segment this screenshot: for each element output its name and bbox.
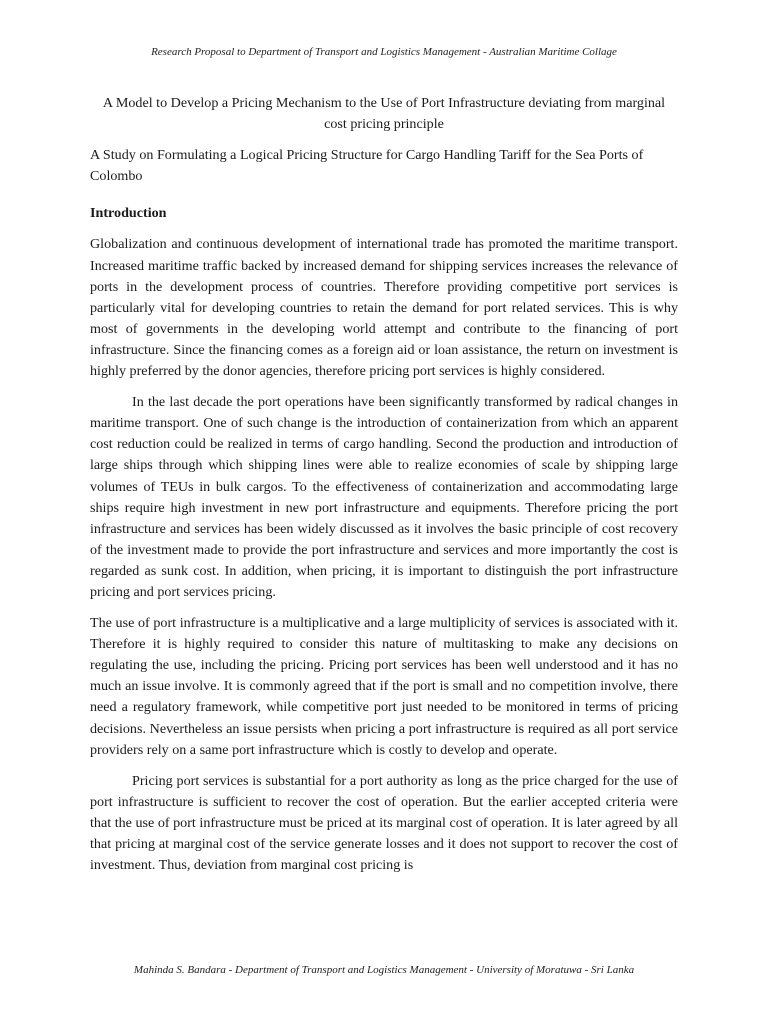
page-body	[90, 93, 678, 876]
paragraph-1: Globalization and continuous development of international trade has promoted the maritime transport. Increased maritime traffic backed by increased demand for shipping services increases the relevance of ports in the development process of countries. Therefore providing competitive port services is particularly vital for developing countries to retain the demand for port related services. This is why most of governments in the developing world attempt and contribute to the financing of port infrastructure. Since the financing comes as a foreign aid or loan assistance, the return on investment is highly preferred by the donor agencies, therefore pricing port services is highly considered.	[90, 236, 678, 380]
paragraph-2: In the last decade the port operations have been significantly transformed by radical changes in maritime transport. One of such change is the introduction of containerization from which an apparent cost reduction could be realized in terms of cargo handling. Second the production and introduction of large ships through which shipping lines were able to realize economies of scale by shipping large volumes of TEUs in bulk cargos. To the effectiveness of containerization and accommodating large ships require high investment in new port infrastructure and equipments. Therefore pricing the port infrastructure and services has been widely discussed as it involves the basic principle of cost recovery of the investment made to provide the port infrastructure and services and more importantly the cost is regarded as sunk cost. In addition, when pricing, it is important to distinguish the port infrastructure pricing and port services pricing.	[90, 394, 678, 600]
running-footer: Mahinda S. Bandara - Department of Transport and Logistics Management - University of Moratuwa - Sri Lanka	[133, 964, 635, 976]
paragraph-4: Pricing port services is substantial for a port authority as long as the price charged for the use of port infrastructure is sufficient to recover the cost of operation. But the earlier accepted criteria were that the use of port infrastructure must be priced at its marginal cost of operation. It is later agreed by all that pricing at marginal cost of the service generate losses and it does not support to recover the cost of investment. Thus, deviation from marginal cost pricing is	[90, 772, 678, 874]
document-subtitle: A Study on Formulating a Logical Pricing Structure for Cargo Handling Tariff for the Sea Ports of Colombo	[90, 147, 644, 185]
running-header: Research Proposal to Department of Transport and Logistics Management - Australian Maritime Collage	[151, 46, 617, 58]
paragraph-3: The use of port infrastructure is a multiplicative and a large multiplicity of services is associated with it. Therefore it is highly required to consider this nature of multitasking to make any decisions on regulating the use, including the pricing. Pricing port services has been well understood and it has no much an issue involve. It is commonly agreed that if the port is small and no competition involve, there need a regulatory framework, while competitive port just needed to be monitored in terms of pricing decisions. Nevertheless an issue persists when pricing a port infrastructure is required as all port service providers rely on a same port infrastructure which is costly to develop and operate.	[90, 615, 678, 758]
document-title: A Model to Develop a Pricing Mechanism to the Use of Port Infrastructure deviating from marginal cost pricing principle	[102, 95, 666, 133]
section-heading-introduction: Introduction	[90, 205, 167, 222]
